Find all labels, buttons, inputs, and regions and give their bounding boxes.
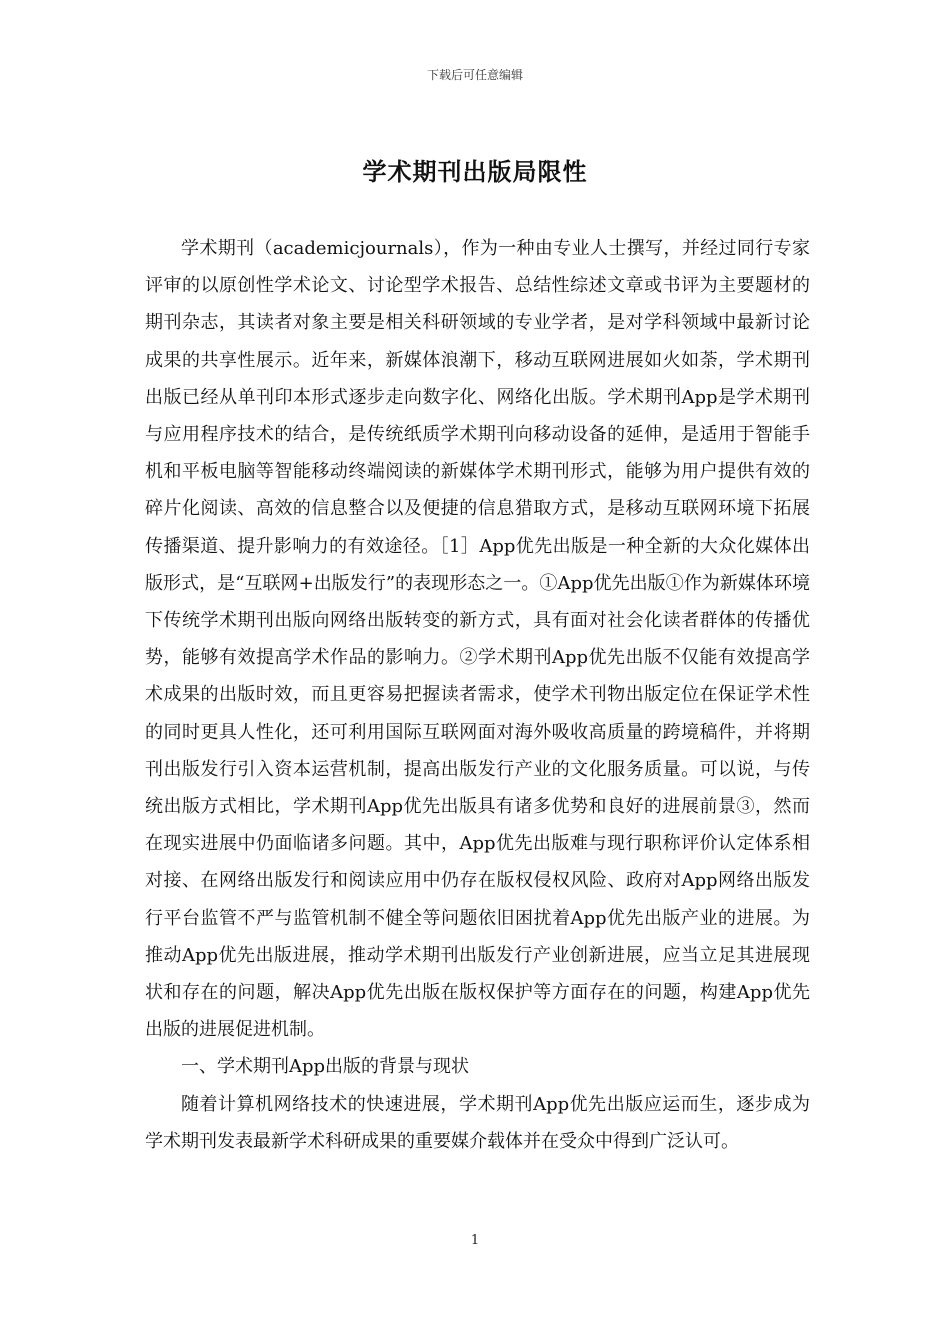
section-heading-1: 一、学术期刊App出版的背景与现状 <box>181 1056 470 1078</box>
document-title: 学术期刊出版局限性 <box>362 158 588 186</box>
paragraph-section-1: 随着计算机网络技术的快速进展，学术期刊App优先出版应运而生，逐步成为学术期刊发表最新学术科研成果的重要媒介载体并在受众中得到广泛认可。 <box>145 1093 810 1152</box>
paragraph-intro: 学术期刊（academicjournals），作为一种由专业人士撰写，并经过同行专家评审的以原创性学术论文、讨论型学术报告、总结性综述文章或书评为主要题材的期刊杂志，其读者对象主要是相关科研领域的专业学者，是对学科领域中最新讨论成果的共享性展示。近年来，新媒体浪潮下，移动互联网进展如火如荼，学术期刊出版已经从单刊印本形式逐步走向数字化、网络化出版。学术期刊App是学术期刊与应用程序技术的结合，是传统纸质学术期刊向移动设备的延伸，是适用于智能手机和平板电脑等智能移动终端阅读的新媒体学术期刊形式，能够为用户提供有效的碎片化阅读、高效的信息整合以及便捷的信息猎取方式，是移动互联网环境下拓展传播渠道、提升影响力的有效途径。［1］App优先出版是一种全新的大众化媒体出版形式，是“互联网+出版发行”的表现形态之一。①App优先出版①作为新媒体环境下传统学术期刊出版向网络出版转变的新方式，具有面对社会化读者群体的传播优势，能够有效提高学术作品的影响力。②学术期刊App优先出版不仅能有效提高学术成果的出版时效，而且更容易把握读者需求，使学术刊物出版定位在保证学术性的同时更具人性化，还可利用国际互联网面对海外吸收高质量的跨境稿件，并将期刊出版发行引入资本运营机制，提高出版发行产业的文化服务质量。可以说，与传统出版方式相比，学术期刊App优先出版具有诸多优势和良好的进展前景③，然而在现实进展中仍面临诸多问题。其中，App优先出版难与现行职称评价认定体系相对接、在网络出版发行和阅读应用中仍存在版权侵权风险、政府对App网络出版发行平台监管不严与监管机制不健全等问题依旧困扰着App优先出版产业的进展。为推动App优先出版进展，推动学术期刊出版发行产业创新进展，应当立足其进展现状和存在的问题，解决App优先出版在版权保护等方面存在的问题，构建App优先出版的进展促进机制。 <box>145 238 810 1041</box>
page-header-note: 下载后可任意编辑 <box>426 68 523 82</box>
page-number: 1 <box>470 1233 480 1248</box>
document-body <box>145 230 810 1160</box>
